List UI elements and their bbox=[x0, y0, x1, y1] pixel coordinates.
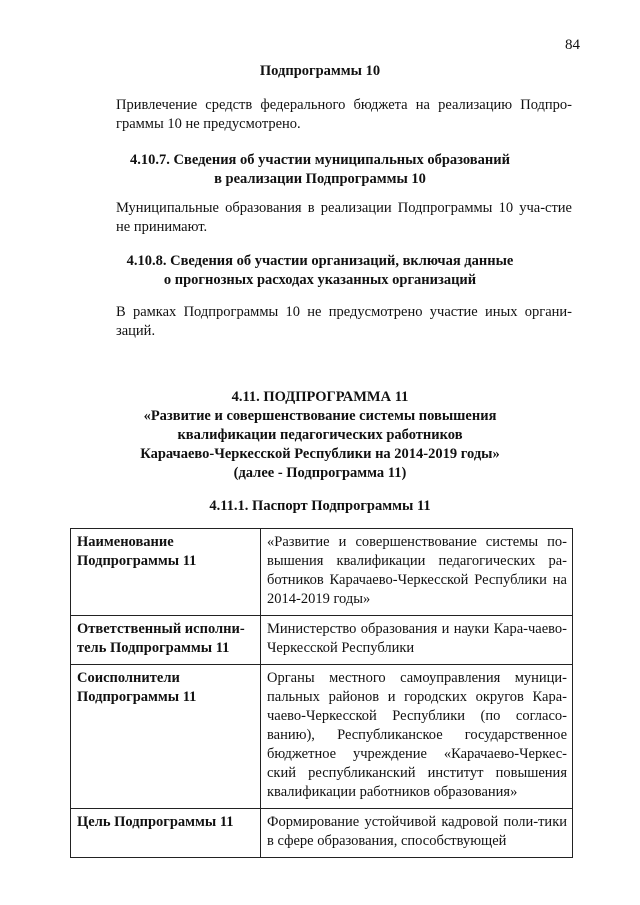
paragraph-text: Привлечение средств федерального бюджета на реализацию Подпро-граммы 10 не предусмотрено. bbox=[116, 97, 572, 132]
passport-value: «Развитие и совершенствование системы по-вышения квалификации педагогических ра-ботников Карачаево-Черкесской Республики на 2014-2019 годы» bbox=[261, 529, 573, 616]
section-4-10-7-title bbox=[0, 151, 640, 189]
paragraph-organizations bbox=[84, 303, 572, 341]
passport-key: Цель Подпрограммы 11 bbox=[71, 809, 261, 858]
paragraph-federal-budget bbox=[84, 96, 572, 134]
section-title-line: (далее - Подпрограмма 11) bbox=[233, 465, 407, 481]
section-4-11-1-title: 4.11.1. Паспорт Подпрограммы 11 bbox=[209, 498, 431, 514]
section-title-line: Карачаево-Черкесской Республики на 2014-2019 годы» bbox=[140, 446, 500, 462]
passport-key: Соисполнители Подпрограммы 11 bbox=[71, 665, 261, 809]
passport-key: Наименование Подпрограммы 11 bbox=[71, 529, 261, 616]
section-4-11-title bbox=[0, 388, 640, 483]
section-title-line: «Развитие и совершенствование системы повышения bbox=[143, 408, 497, 424]
table-row bbox=[71, 665, 573, 809]
passport-table bbox=[70, 528, 573, 858]
section-title-line: о прогнозных расходах указанных организаций bbox=[163, 272, 477, 288]
paragraph-text: В рамках Подпрограммы 10 не предусмотрено участие иных органи-заций. bbox=[116, 304, 572, 339]
passport-value: Органы местного самоуправления муници-пальных районов и городских округов Кара-чаево-Черкесской Республики (по согласо-ванию), Республиканское государственное бюджетное учреждение «Карачаево-Черкес-ский республиканский институт повышения квалификации работников образования» bbox=[261, 665, 573, 809]
passport-value: Формирование устойчивой кадровой поли-тики в сфере образования, способствующей bbox=[261, 809, 573, 858]
page-number: 84 bbox=[565, 37, 580, 53]
top-heading: Подпрограммы 10 bbox=[259, 63, 381, 79]
section-title-line: в реализации Подпрограммы 10 bbox=[214, 171, 426, 187]
section-4-10-8-title bbox=[0, 252, 640, 290]
page-bottom-margin bbox=[0, 858, 640, 905]
passport-key: Ответственный исполни-тель Подпрограммы 11 bbox=[71, 616, 261, 665]
section-title-line: квалификации педагогических работников bbox=[177, 427, 463, 443]
section-title-line: 4.10.8. Сведения об участии организаций, включая данные bbox=[126, 253, 514, 269]
section-title-line: 4.11. ПОДПРОГРАММА 11 bbox=[231, 389, 409, 405]
section-title-line: 4.10.7. Сведения об участии муниципальных образований bbox=[130, 152, 510, 168]
table-row bbox=[71, 529, 573, 616]
paragraph-municipal bbox=[84, 199, 572, 237]
table-row bbox=[71, 809, 573, 858]
passport-value: Министерство образования и науки Кара-чаево-Черкесской Республики bbox=[261, 616, 573, 665]
paragraph-text: Муниципальные образования в реализации Подпрограммы 10 уча-стие не принимают. bbox=[116, 200, 572, 235]
table-row bbox=[71, 616, 573, 665]
